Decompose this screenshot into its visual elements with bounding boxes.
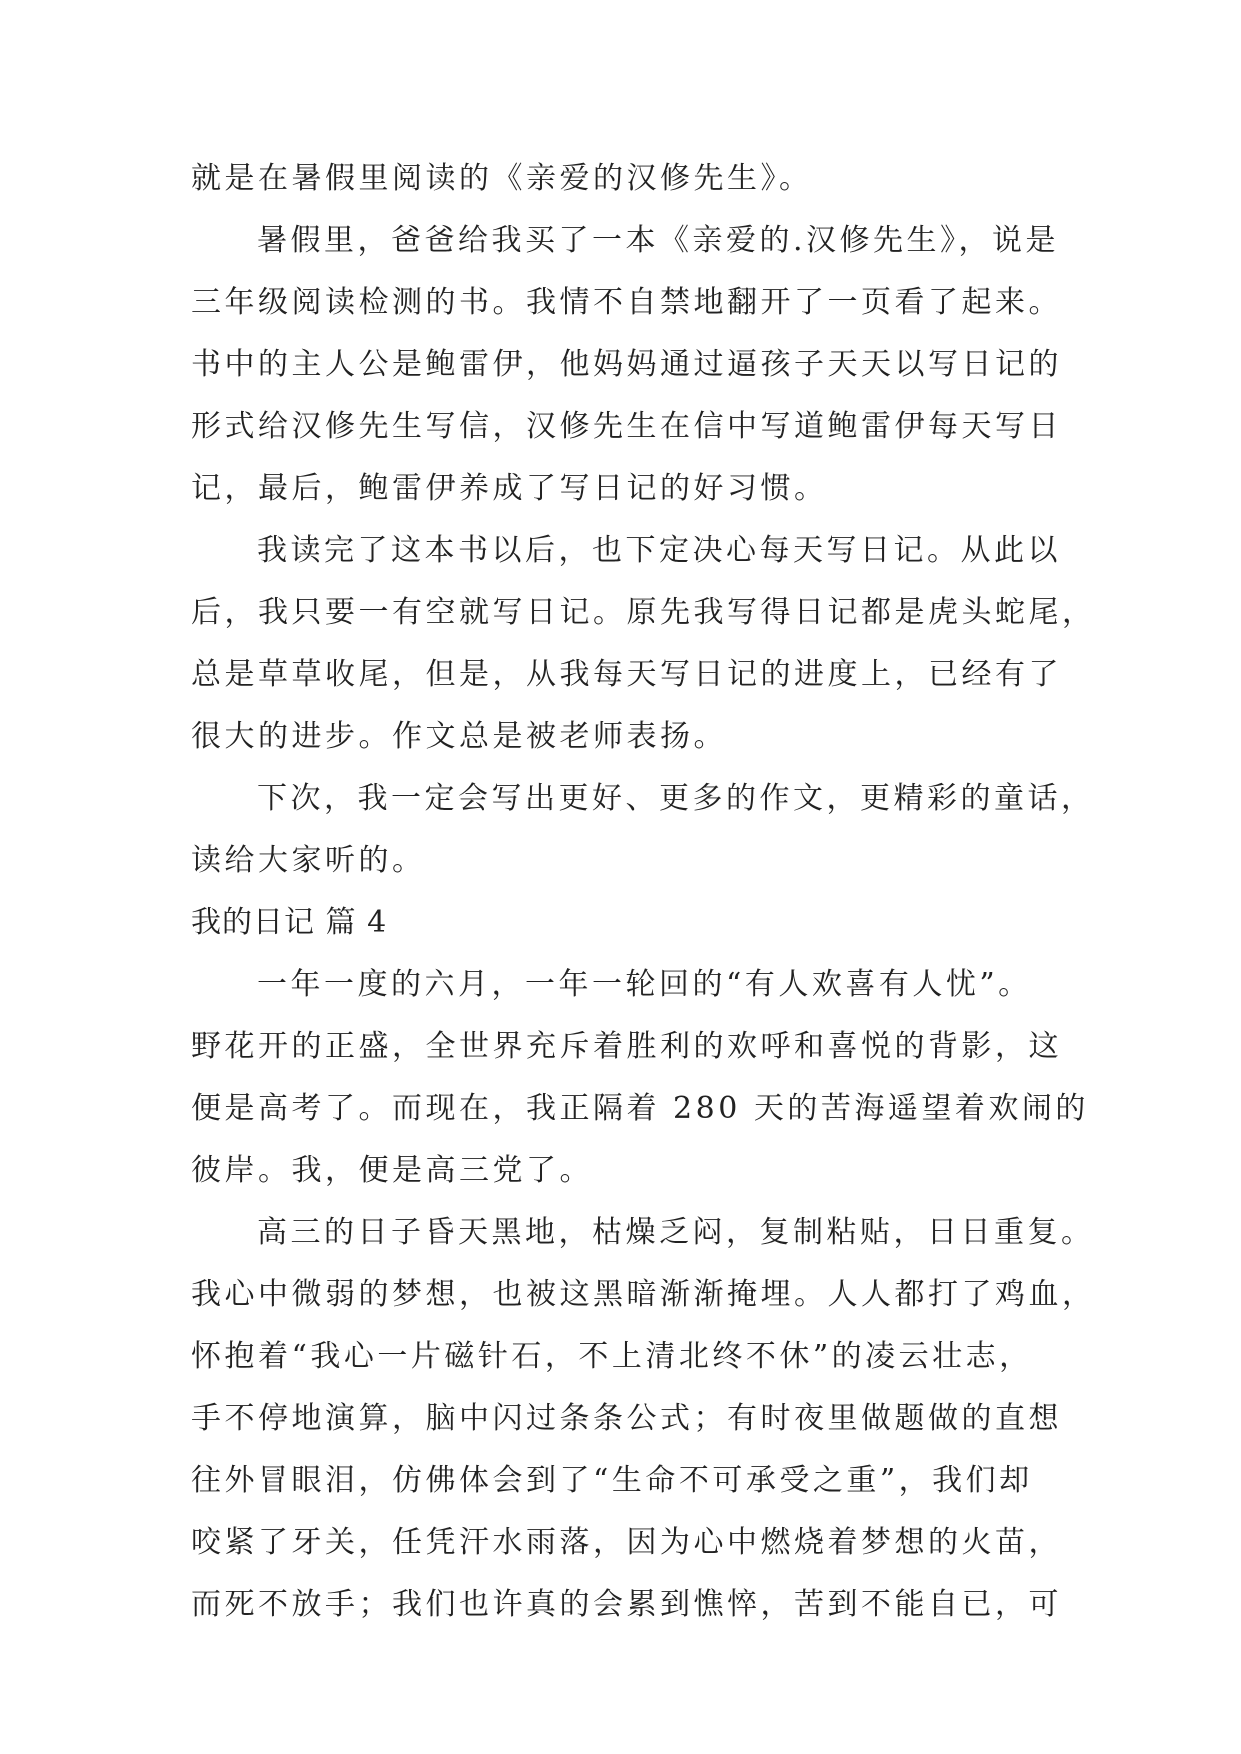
text-line: 就是在暑假里阅读的《亲爱的汉修先生》。 (191, 161, 813, 196)
text-line: 怀抱着“我心一片磁针石，不上清北终不休”的凌云壮志， (191, 1339, 1033, 1374)
text-line: 往外冒眼泪，仿佛体会到了“生命不可承受之重”，我们却 (191, 1463, 1033, 1498)
text-line: 我心中微弱的梦想，也被这黑暗渐渐掩埋。人人都打了鸡血， (191, 1277, 1096, 1312)
text-line: 手不停地演算，脑中闪过条条公式；有时夜里做题做的直想 (191, 1401, 1062, 1436)
text-line: 一年一度的六月，一年一轮回的“有人欢喜有人忧”。 (257, 967, 1032, 1002)
text-line: 高三的日子昏天黑地，枯燥乏闷，复制粘贴，日日重复。 (257, 1215, 1095, 1250)
text-line: 书中的主人公是鲍雷伊，他妈妈通过逼孩子天天以写日记的 (191, 347, 1062, 382)
text-line: 我读完了这本书以后，也下定决心每天写日记。从此以 (257, 533, 1061, 568)
text-line: 记，最后，鲍雷伊养成了写日记的好习惯。 (191, 471, 828, 506)
text-line: 野花开的正盛，全世界充斥着胜利的欢呼和喜悦的背影，这 (191, 1029, 1062, 1064)
text-line: 三年级阅读检测的书。我情不自禁地翻开了一页看了起来。 (191, 285, 1062, 320)
text-line: 后，我只要一有空就写日记。原先我写得日记都是虎头蛇尾， (191, 595, 1096, 630)
text-line: 而死不放手；我们也许真的会累到憔悴，苦到不能自已，可 (191, 1587, 1062, 1622)
text-line: 咬紧了牙关，任凭汗水雨落，因为心中燃烧着梦想的火苗， (191, 1525, 1062, 1560)
text-line: 很大的进步。作文总是被老师表扬。 (191, 719, 727, 754)
section-heading: 我的日记 篇 4 (191, 905, 388, 940)
document-body (191, 148, 1096, 1636)
text-line: 便是高考了。而现在，我正隔着 280 天的苦海遥望着欢闹的 (191, 1091, 1089, 1126)
text-line: 彼岸。我，便是高三党了。 (191, 1153, 593, 1188)
text-line: 总是草草收尾，但是，从我每天写日记的进度上，已经有了 (191, 657, 1062, 692)
text-line: 形式给汉修先生写信，汉修先生在信中写道鲍雷伊每天写日 (191, 409, 1062, 444)
text-line: 下次，我一定会写出更好、更多的作文，更精彩的童话， (257, 781, 1095, 816)
text-line: 读给大家听的。 (191, 843, 426, 878)
text-line: 暑假里，爸爸给我买了一本《亲爱的.汉修先生》，说是 (257, 223, 1060, 258)
